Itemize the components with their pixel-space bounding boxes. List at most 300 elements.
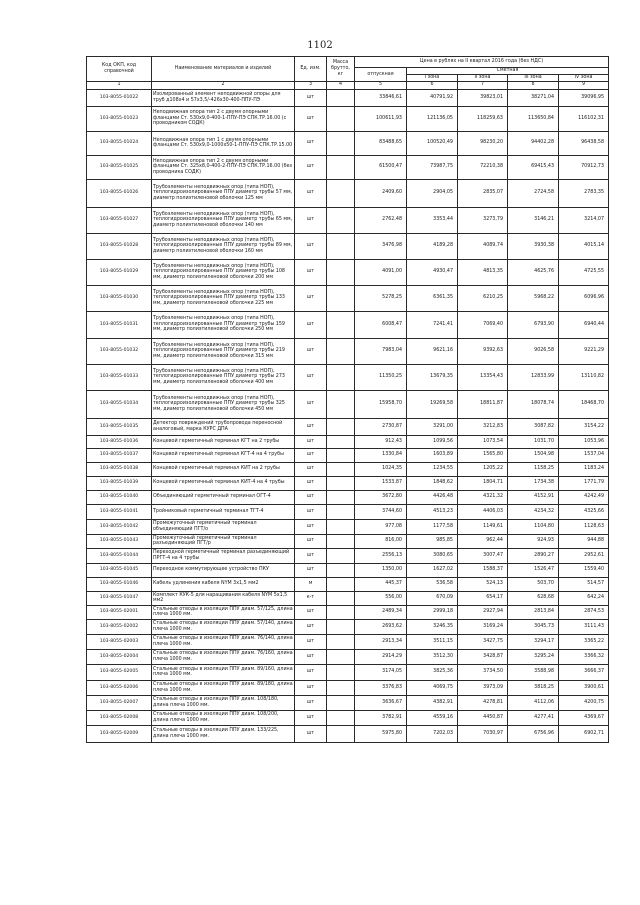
row-zone-1-price: 121136,05: [407, 106, 458, 131]
row-zone-1-price: 2999,18: [407, 605, 458, 619]
row-zone-1-price: 3511,15: [407, 634, 458, 649]
row-release-price: 1024,35: [355, 462, 407, 476]
row-zone-3-price: 4234,32: [508, 504, 559, 519]
row-unit: шт: [295, 338, 327, 364]
row-zone-4-price: 3900,61: [559, 680, 609, 695]
row-mass: [327, 695, 355, 710]
row-zone-3-price: 69415,43: [508, 155, 559, 179]
row-zone-1-price: 3512,30: [407, 649, 458, 664]
row-zone-1-price: 13679,35: [407, 364, 458, 390]
row-code: 103-8055-01026: [87, 179, 152, 207]
row-zone-4-price: 3365,22: [559, 634, 609, 649]
row-release-price: 5278,25: [355, 285, 407, 311]
row-name: Промежуточный герметичный терминал объединяющий ПГТ/о: [152, 519, 295, 534]
row-zone-1-price: 40791,92: [407, 89, 458, 106]
row-zone-2-price: 1804,71: [458, 476, 508, 490]
row-name: Трубоэлементы неподвижных опор (типа НОП), теплогидроизолированные ППУ диаметр трубы 89 мм, диаметр полиэтиленовой оболочки 160 мм: [152, 233, 295, 259]
table-row: [87, 577, 609, 591]
row-release-price: 6008,47: [355, 311, 407, 338]
row-unit: м: [295, 577, 327, 591]
row-name: Стальные отводы в изоляции ППУ диам. 108/200, длина плеча 1000 мм.: [152, 710, 295, 725]
row-release-price: 977,08: [355, 519, 407, 534]
row-mass: [327, 418, 355, 435]
row-zone-2-price: 1149,61: [458, 519, 508, 534]
row-code: 103-8055-01022: [87, 89, 152, 106]
row-release-price: 816,00: [355, 534, 407, 548]
row-mass: [327, 462, 355, 476]
row-zone-4-price: 96438,58: [559, 131, 609, 155]
row-unit: шт: [295, 448, 327, 462]
row-zone-2-price: 3427,75: [458, 634, 508, 649]
table-row: [87, 519, 609, 534]
row-mass: [327, 504, 355, 519]
table-row: [87, 548, 609, 563]
row-unit: шт: [295, 155, 327, 179]
row-zone-4-price: 1537,04: [559, 448, 609, 462]
row-code: 103-8055-02001: [87, 605, 152, 619]
row-unit: шт: [295, 680, 327, 695]
header-name: Наименование материалов и изделий: [152, 57, 295, 82]
row-zone-2-price: 3734,50: [458, 664, 508, 680]
row-zone-4-price: 2952,61: [559, 548, 609, 563]
row-zone-1-price: 3291,00: [407, 418, 458, 435]
row-mass: [327, 259, 355, 285]
row-release-price: 61500,47: [355, 155, 407, 179]
table-row: [87, 476, 609, 490]
row-release-price: 2556,13: [355, 548, 407, 563]
row-name: Трубоэлементы неподвижных опор (типа НОП), теплогидроизолированные ППУ диаметр трубы 219 мм, диаметр полиэтиленовой оболочки 315 мм: [152, 338, 295, 364]
row-zone-2-price: 1588,37: [458, 563, 508, 577]
row-code: 103-8055-02008: [87, 710, 152, 725]
row-release-price: 2914,29: [355, 649, 407, 664]
table-row: [87, 462, 609, 476]
row-zone-3-price: 38271,04: [508, 89, 559, 106]
row-code: 103-8055-02005: [87, 664, 152, 680]
row-code: 103-8055-01041: [87, 504, 152, 519]
row-name: Концевой герметичный терминал КГТ на 2 трубы: [152, 435, 295, 448]
row-code: 103-8055-01030: [87, 285, 152, 311]
row-zone-2-price: 72210,38: [458, 155, 508, 179]
row-code: 103-8055-01038: [87, 462, 152, 476]
table-row: [87, 448, 609, 462]
row-zone-1-price: 7202,03: [407, 725, 458, 742]
row-unit: шт: [295, 435, 327, 448]
row-mass: [327, 155, 355, 179]
row-zone-3-price: 924,93: [508, 534, 559, 548]
row-zone-3-price: 6793,90: [508, 311, 559, 338]
row-name: Стальные отводы в изоляции ППУ диам. 89/180, длина плеча 1000 мм.: [152, 680, 295, 695]
row-release-price: 556,00: [355, 591, 407, 605]
row-zone-2-price: 524,13: [458, 577, 508, 591]
row-zone-3-price: 628,68: [508, 591, 559, 605]
row-zone-4-price: 18468,70: [559, 390, 609, 418]
row-zone-1-price: 6361,35: [407, 285, 458, 311]
row-unit: шт: [295, 285, 327, 311]
header-zone-2: II зона: [458, 74, 508, 81]
row-mass: [327, 233, 355, 259]
table-row: [87, 106, 609, 131]
row-code: 103-8055-02009: [87, 725, 152, 742]
row-unit: шт: [295, 504, 327, 519]
table-body: [87, 89, 609, 742]
row-zone-3-price: 3295,24: [508, 649, 559, 664]
row-release-price: 5975,80: [355, 725, 407, 742]
row-mass: [327, 619, 355, 634]
row-mass: [327, 664, 355, 680]
row-zone-1-price: 3246,35: [407, 619, 458, 634]
row-release-price: 3476,98: [355, 233, 407, 259]
row-mass: [327, 534, 355, 548]
row-zone-3-price: 1504,98: [508, 448, 559, 462]
row-name: Трубоэлементы неподвижных опор (типа НОП), теплогидроизолированные ППУ диаметр трубы 65 мм, диаметр полиэтиленовой оболочки 140 мм: [152, 207, 295, 233]
row-zone-3-price: 1734,38: [508, 476, 559, 490]
header-zone-3: III зона: [508, 74, 559, 81]
table-row: [87, 89, 609, 106]
row-unit: шт: [295, 605, 327, 619]
table-row: [87, 338, 609, 364]
row-zone-4-price: 4242,49: [559, 490, 609, 504]
row-unit: шт: [295, 695, 327, 710]
row-zone-2-price: 4089,74: [458, 233, 508, 259]
row-zone-4-price: 3666,37: [559, 664, 609, 680]
header-release-price: отпускная: [355, 68, 407, 82]
row-zone-3-price: 9026,58: [508, 338, 559, 364]
table-row: [87, 725, 609, 742]
row-mass: [327, 519, 355, 534]
row-unit: шт: [295, 233, 327, 259]
row-zone-4-price: 13110,82: [559, 364, 609, 390]
row-zone-2-price: 9392,63: [458, 338, 508, 364]
column-number: 8: [508, 81, 559, 89]
row-name: Трубоэлементы неподвижных опор (типа НОП), теплогидроизолированные ППУ диаметр трубы 108 мм, диаметр полиэтиленовой оболочки 200 мм: [152, 259, 295, 285]
row-unit: шт: [295, 619, 327, 634]
column-number: 2: [152, 81, 295, 89]
row-name: Трубоэлементы неподвижных опор (типа НОП), теплогидроизолированные ППУ диаметр трубы 57 мм, диаметр полиэтиленовой оболочки 125 мм: [152, 179, 295, 207]
table-row: [87, 649, 609, 664]
row-zone-2-price: 39823,01: [458, 89, 508, 106]
row-zone-1-price: 4559,16: [407, 710, 458, 725]
row-zone-3-price: 3045,73: [508, 619, 559, 634]
row-release-price: 15958,70: [355, 390, 407, 418]
row-code: 103-8055-01040: [87, 490, 152, 504]
row-code: 103-8055-01046: [87, 577, 152, 591]
row-mass: [327, 89, 355, 106]
table-row: [87, 233, 609, 259]
row-zone-4-price: 1053,96: [559, 435, 609, 448]
row-mass: [327, 548, 355, 563]
row-zone-4-price: 4725,55: [559, 259, 609, 285]
row-zone-3-price: 12833,99: [508, 364, 559, 390]
row-release-price: 1350,00: [355, 563, 407, 577]
row-zone-3-price: 18078,74: [508, 390, 559, 418]
row-release-price: 2409,60: [355, 179, 407, 207]
row-zone-3-price: 1526,47: [508, 563, 559, 577]
row-zone-3-price: 4112,06: [508, 695, 559, 710]
row-name: Неподвижная опора тип 1 с двумя опорными фланцами Ст. 530х9,0-1000х50-1-ППУ-ПЭ СПК.ТР.15.00: [152, 131, 295, 155]
row-zone-2-price: 4813,35: [458, 259, 508, 285]
row-zone-2-price: 118259,63: [458, 106, 508, 131]
row-zone-1-price: 4189,28: [407, 233, 458, 259]
row-zone-1-price: 19269,58: [407, 390, 458, 418]
row-name: Стальные отводы в изоляции ППУ диам. 133/225, длина плеча 1000 мм.: [152, 725, 295, 742]
row-mass: [327, 311, 355, 338]
row-zone-2-price: 3428,87: [458, 649, 508, 664]
row-code: 103-8055-02006: [87, 680, 152, 695]
row-unit: шт: [295, 179, 327, 207]
row-zone-2-price: 3169,24: [458, 619, 508, 634]
row-code: 103-8055-01042: [87, 519, 152, 534]
column-number-row: [87, 81, 609, 89]
row-zone-3-price: 94402,28: [508, 131, 559, 155]
row-release-price: 2762,48: [355, 207, 407, 233]
row-name: Промежуточный герметичный терминал разъединяющий ПГТ/р: [152, 534, 295, 548]
row-name: Трубоэлементы неподвижных опор (типа НОП), теплогидроизолированные ППУ диаметр трубы 325 мм, диаметр полиэтиленовой оболочки 450 мм: [152, 390, 295, 418]
row-name: Концевой герметичный терминал КИТ-4 на 4 трубы: [152, 476, 295, 490]
row-zone-1-price: 1848,62: [407, 476, 458, 490]
row-zone-3-price: 113650,84: [508, 106, 559, 131]
row-zone-4-price: 642,24: [559, 591, 609, 605]
row-name: Концевой герметичный терминал КИТ на 2 трубы: [152, 462, 295, 476]
header-zone-4: IV зона: [559, 74, 609, 81]
row-zone-4-price: 1771,79: [559, 476, 609, 490]
row-zone-4-price: 1183,24: [559, 462, 609, 476]
row-zone-2-price: 4278,81: [458, 695, 508, 710]
row-code: 103-8055-02002: [87, 619, 152, 634]
row-release-price: 1330,84: [355, 448, 407, 462]
row-zone-4-price: 2783,35: [559, 179, 609, 207]
row-code: 103-8055-01039: [87, 476, 152, 490]
row-zone-4-price: 70912,73: [559, 155, 609, 179]
table-row: [87, 634, 609, 649]
row-mass: [327, 649, 355, 664]
row-zone-4-price: 4015,14: [559, 233, 609, 259]
row-zone-4-price: 3366,32: [559, 649, 609, 664]
row-name: Стальные отводы в изоляции ППУ диам. 57/140, длина плеча 1000 мм.: [152, 619, 295, 634]
row-zone-1-price: 536,58: [407, 577, 458, 591]
row-zone-2-price: 654,17: [458, 591, 508, 605]
row-name: Комплект КУК-5 для наращивания кабеля NYM 5х1,5 мм2: [152, 591, 295, 605]
row-unit: шт: [295, 710, 327, 725]
row-zone-3-price: 1104,80: [508, 519, 559, 534]
row-code: 103-8055-01047: [87, 591, 152, 605]
row-zone-3-price: 3588,98: [508, 664, 559, 680]
row-name: Переходной герметичный терминал разъединяющий ПРГТ-4 на 4 трубы: [152, 548, 295, 563]
row-zone-3-price: 4277,41: [508, 710, 559, 725]
row-zone-4-price: 9221,29: [559, 338, 609, 364]
row-zone-3-price: 3930,38: [508, 233, 559, 259]
row-zone-3-price: 503,70: [508, 577, 559, 591]
row-zone-2-price: 2835,07: [458, 179, 508, 207]
row-mass: [327, 338, 355, 364]
row-code: 103-8055-01023: [87, 106, 152, 131]
row-code: 103-8055-01031: [87, 311, 152, 338]
column-number: 7: [458, 81, 508, 89]
row-zone-3-price: 3818,25: [508, 680, 559, 695]
table-row: [87, 710, 609, 725]
row-unit: шт: [295, 725, 327, 742]
row-zone-2-price: 3273,79: [458, 207, 508, 233]
row-code: 103-8055-01037: [87, 448, 152, 462]
column-number: 5: [355, 81, 407, 89]
row-zone-2-price: 1073,54: [458, 435, 508, 448]
row-code: 103-8055-01028: [87, 233, 152, 259]
row-unit: шт: [295, 490, 327, 504]
row-mass: [327, 710, 355, 725]
row-name: Стальные отводы в изоляции ППУ диам. 108/180, длина плеча 1000 мм.: [152, 695, 295, 710]
row-zone-1-price: 1234,55: [407, 462, 458, 476]
row-release-price: 1533,87: [355, 476, 407, 490]
row-zone-3-price: 5968,22: [508, 285, 559, 311]
row-code: 103-8055-01043: [87, 534, 152, 548]
row-name: Стальные отводы в изоляции ППУ диам. 76/140, длина плеча 1000 мм.: [152, 634, 295, 649]
row-release-price: 3376,83: [355, 680, 407, 695]
row-unit: шт: [295, 476, 327, 490]
table-row: [87, 390, 609, 418]
row-zone-4-price: 3111,43: [559, 619, 609, 634]
column-number: 6: [407, 81, 458, 89]
row-zone-4-price: 116102,31: [559, 106, 609, 131]
row-zone-4-price: 514,57: [559, 577, 609, 591]
row-code: 103-8055-01044: [87, 548, 152, 563]
row-zone-4-price: 4369,67: [559, 710, 609, 725]
table-header: [87, 57, 609, 90]
row-release-price: 3782,91: [355, 710, 407, 725]
row-mass: [327, 577, 355, 591]
header-price-group: Цена в рублях на II квартал 2016 года (без НДС): [355, 57, 609, 68]
column-number: 9: [559, 81, 609, 89]
row-zone-3-price: 3146,21: [508, 207, 559, 233]
row-name: Стальные отводы в изоляции ППУ диам. 89/160, длина плеча 1000 мм.: [152, 664, 295, 680]
row-name: Изолированный элемент неподвижной опоры для труб д108х4 и 57х3,5/-426х30-400-ППУ-ПЭ: [152, 89, 295, 106]
row-zone-2-price: 7069,40: [458, 311, 508, 338]
row-zone-3-price: 2890,27: [508, 548, 559, 563]
row-release-price: 83488,65: [355, 131, 407, 155]
header-unit: Ед. изм.: [295, 57, 327, 82]
row-release-price: 445,37: [355, 577, 407, 591]
row-mass: [327, 207, 355, 233]
row-zone-3-price: 1158,25: [508, 462, 559, 476]
row-zone-2-price: 3973,09: [458, 680, 508, 695]
row-release-price: 11350,25: [355, 364, 407, 390]
row-zone-2-price: 1205,22: [458, 462, 508, 476]
row-zone-1-price: 3353,44: [407, 207, 458, 233]
table-row: [87, 435, 609, 448]
row-zone-2-price: 6210,25: [458, 285, 508, 311]
table-row: [87, 490, 609, 504]
row-code: 103-8055-02007: [87, 695, 152, 710]
row-unit: шт: [295, 462, 327, 476]
row-zone-4-price: 3214,07: [559, 207, 609, 233]
row-release-price: 2693,62: [355, 619, 407, 634]
row-zone-1-price: 73987,75: [407, 155, 458, 179]
row-code: 103-8055-01025: [87, 155, 152, 179]
row-code: 103-8055-01034: [87, 390, 152, 418]
table-row: [87, 591, 609, 605]
table-row: [87, 504, 609, 519]
table-row: [87, 619, 609, 634]
row-zone-1-price: 1177,58: [407, 519, 458, 534]
row-zone-2-price: 7030,97: [458, 725, 508, 742]
row-mass: [327, 725, 355, 742]
row-unit: шт: [295, 207, 327, 233]
row-zone-4-price: 3154,22: [559, 418, 609, 435]
row-name: Трубоэлементы неподвижных опор (типа НОП), теплогидроизолированные ППУ диаметр трубы 133 мм, диаметр полиэтиленовой оболочки 225 мм: [152, 285, 295, 311]
row-mass: [327, 563, 355, 577]
row-zone-1-price: 2904,05: [407, 179, 458, 207]
row-mass: [327, 476, 355, 490]
row-unit: шт: [295, 131, 327, 155]
row-unit: шт: [295, 89, 327, 106]
row-code: 103-8055-01027: [87, 207, 152, 233]
column-number: 4: [327, 81, 355, 89]
table-row: [87, 418, 609, 435]
row-unit: шт: [295, 548, 327, 563]
row-code: 103-8055-01024: [87, 131, 152, 155]
row-unit: шт: [295, 534, 327, 548]
table-row: [87, 695, 609, 710]
row-zone-3-price: 4152,91: [508, 490, 559, 504]
row-name: Трубоэлементы неподвижных опор (типа НОП), теплогидроизолированные ППУ диаметр трубы 273 мм, диаметр полиэтиленовой оболочки 400 мм: [152, 364, 295, 390]
row-zone-2-price: 4321,32: [458, 490, 508, 504]
row-release-price: 4091,00: [355, 259, 407, 285]
row-zone-4-price: 1128,63: [559, 519, 609, 534]
row-release-price: 3636,67: [355, 695, 407, 710]
row-unit: шт: [295, 311, 327, 338]
row-mass: [327, 131, 355, 155]
row-mass: [327, 435, 355, 448]
row-code: 103-8055-01033: [87, 364, 152, 390]
row-zone-4-price: 4325,66: [559, 504, 609, 519]
row-unit: шт: [295, 519, 327, 534]
row-code: 103-8055-01036: [87, 435, 152, 448]
table-row: [87, 534, 609, 548]
row-zone-4-price: 6902,71: [559, 725, 609, 742]
row-zone-4-price: 6940,44: [559, 311, 609, 338]
row-zone-1-price: 4513,23: [407, 504, 458, 519]
table-row: [87, 664, 609, 680]
row-release-price: 2913,34: [355, 634, 407, 649]
row-name: Кабель удлинения кабеля NYM 3х1,5 мм2: [152, 577, 295, 591]
table-row: [87, 563, 609, 577]
header-mass: Масса брутто, кг: [327, 57, 355, 82]
table-row: [87, 259, 609, 285]
row-name: Переходное коммутирующее устройство ПКУ: [152, 563, 295, 577]
row-mass: [327, 634, 355, 649]
row-zone-1-price: 985,85: [407, 534, 458, 548]
row-name: Объединяющий герметичный терминал ОГТ-4: [152, 490, 295, 504]
header-code: Код ОКП, код справочной: [87, 57, 152, 82]
column-number: 3: [295, 81, 327, 89]
row-zone-1-price: 1627,02: [407, 563, 458, 577]
header-estimate-price: Сметная: [407, 68, 609, 75]
page-number: 1102: [307, 40, 333, 51]
row-zone-1-price: 4426,48: [407, 490, 458, 504]
row-zone-2-price: 1565,80: [458, 448, 508, 462]
row-name: Неподвижная опора тип 2 с двумя опорными фланцами Ст. 530х9,0-400-1-ППУ-ПЭ СПК.ТР.16.00 (с проводником СОДК): [152, 106, 295, 131]
row-release-price: 2730,87: [355, 418, 407, 435]
table-row: [87, 285, 609, 311]
row-mass: [327, 448, 355, 462]
row-release-price: 3174,05: [355, 664, 407, 680]
row-zone-1-price: 7241,41: [407, 311, 458, 338]
row-zone-2-price: 4406,03: [458, 504, 508, 519]
row-release-price: 33846,61: [355, 89, 407, 106]
row-mass: [327, 591, 355, 605]
price-table: [86, 56, 609, 743]
row-mass: [327, 490, 355, 504]
row-release-price: 3672,80: [355, 490, 407, 504]
row-code: 103-8055-02003: [87, 634, 152, 649]
